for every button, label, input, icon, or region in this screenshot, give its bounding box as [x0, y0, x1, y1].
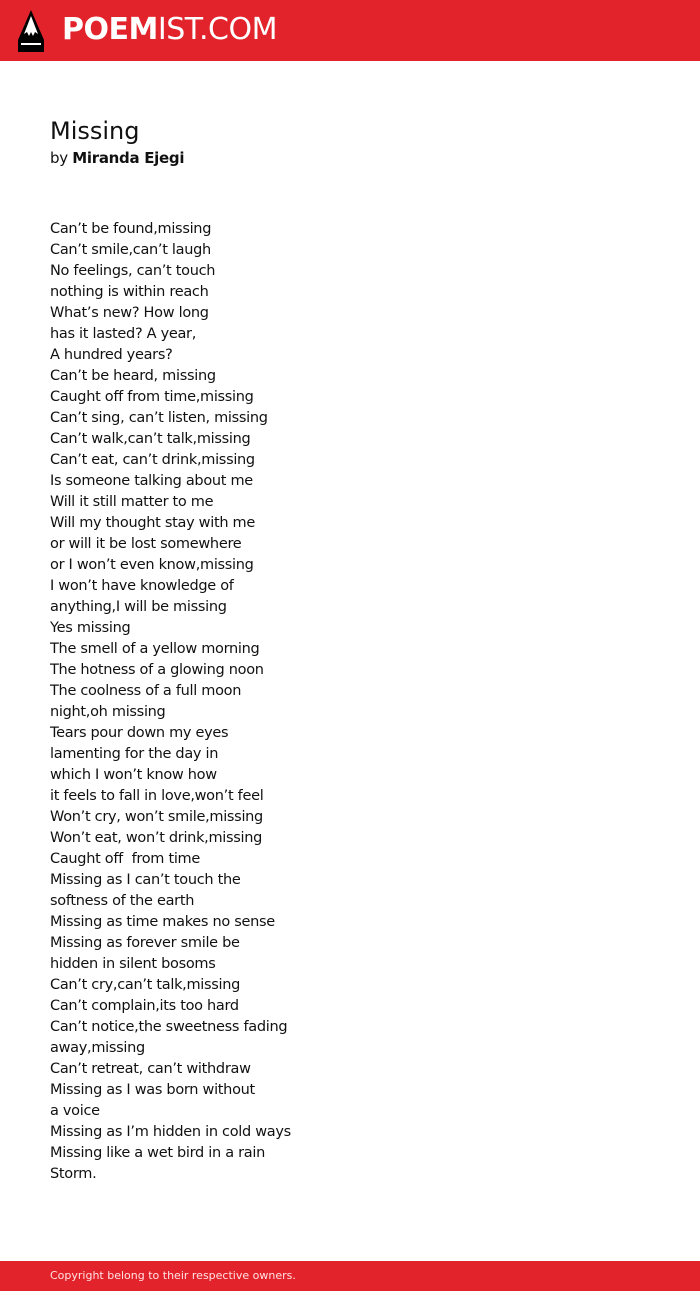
logo-bold-text: POEM — [62, 12, 158, 47]
poem-line: lamenting for the day in — [50, 746, 219, 762]
poem-line: Can’t complain,its too hard — [50, 998, 239, 1014]
poem-line: Can’t notice,the sweetness fading — [50, 1019, 288, 1035]
poem-line: anything,I will be missing — [50, 599, 227, 615]
poem-line: Missing as forever smile be — [50, 935, 240, 951]
poem-line: Will my thought stay with me — [50, 515, 255, 531]
poem-line: Will it still matter to me — [50, 494, 214, 510]
poem-line: Missing as I can’t touch the — [50, 872, 241, 888]
poem-line: night,oh missing — [50, 704, 166, 720]
by-label: by — [50, 149, 68, 167]
poem-title: Missing — [50, 117, 140, 145]
poem-line: Can’t be found,missing — [50, 221, 212, 237]
poem-line: or I won’t even know,missing — [50, 557, 254, 573]
poem-line: has it lasted? A year, — [50, 326, 197, 342]
byline — [50, 148, 184, 168]
site-logo[interactable] — [62, 12, 277, 48]
poem-line: Tears pour down my eyes — [50, 725, 229, 741]
poem-line: a voice — [50, 1103, 100, 1119]
poem-line: The smell of a yellow morning — [50, 641, 260, 657]
poem-line: Can’t smile,can’t laugh — [50, 242, 211, 258]
poem-line: The hotness of a glowing noon — [50, 662, 264, 678]
poem-line: Can’t cry,can’t talk,missing — [50, 977, 241, 993]
poem-line: The coolness of a full moon — [50, 683, 242, 699]
poem-line: which I won’t know how — [50, 767, 217, 783]
poem-line: Missing as I’m hidden in cold ways — [50, 1124, 291, 1140]
poem-line: Won’t cry, won’t smile,missing — [50, 809, 263, 825]
poem-line: Yes missing — [50, 620, 131, 636]
poem-line: softness of the earth — [50, 893, 195, 909]
copyright-text: Copyright belong to their respective owners. — [50, 1269, 296, 1282]
poem-line: Caught off from time — [50, 851, 201, 867]
poem-line: I won’t have knowledge of — [50, 578, 234, 594]
poem-line: No feelings, can’t touch — [50, 263, 216, 279]
poem-line: Is someone talking about me — [50, 473, 253, 489]
poem-line: A hundred years? — [50, 347, 173, 363]
poem-line: Missing like a wet bird in a rain — [50, 1145, 265, 1161]
poem-line: nothing is within reach — [50, 284, 209, 300]
poem-line: What’s new? How long — [50, 305, 209, 321]
poem-body — [50, 219, 650, 1185]
poem-line: Missing as time makes no sense — [50, 914, 275, 930]
poem-line: Can’t sing, can’t listen, missing — [50, 410, 268, 426]
site-footer — [0, 1261, 700, 1291]
poem-line: Caught off from time,missing — [50, 389, 254, 405]
site-header — [0, 0, 700, 61]
poem-line: hidden in silent bosoms — [50, 956, 216, 972]
poem-line: Can’t walk,can’t talk,missing — [50, 431, 251, 447]
author-name: Miranda Ejegi — [72, 149, 185, 167]
poem-line: Can’t eat, can’t drink,missing — [50, 452, 255, 468]
poem-line: or will it be lost somewhere — [50, 536, 242, 552]
poem-line: Can’t be heard, missing — [50, 368, 216, 384]
pencil-tip-icon[interactable] — [18, 10, 44, 52]
poem-line: away,missing — [50, 1040, 145, 1056]
poem-line: Storm. — [50, 1166, 97, 1182]
poem-line: Missing as I was born without — [50, 1082, 255, 1098]
poem-line: Can’t retreat, can’t withdraw — [50, 1061, 251, 1077]
logo-light-text: IST.COM — [157, 12, 277, 47]
poem-line: it feels to fall in love,won’t feel — [50, 788, 264, 804]
poem-line: Won’t eat, won’t drink,missing — [50, 830, 263, 846]
